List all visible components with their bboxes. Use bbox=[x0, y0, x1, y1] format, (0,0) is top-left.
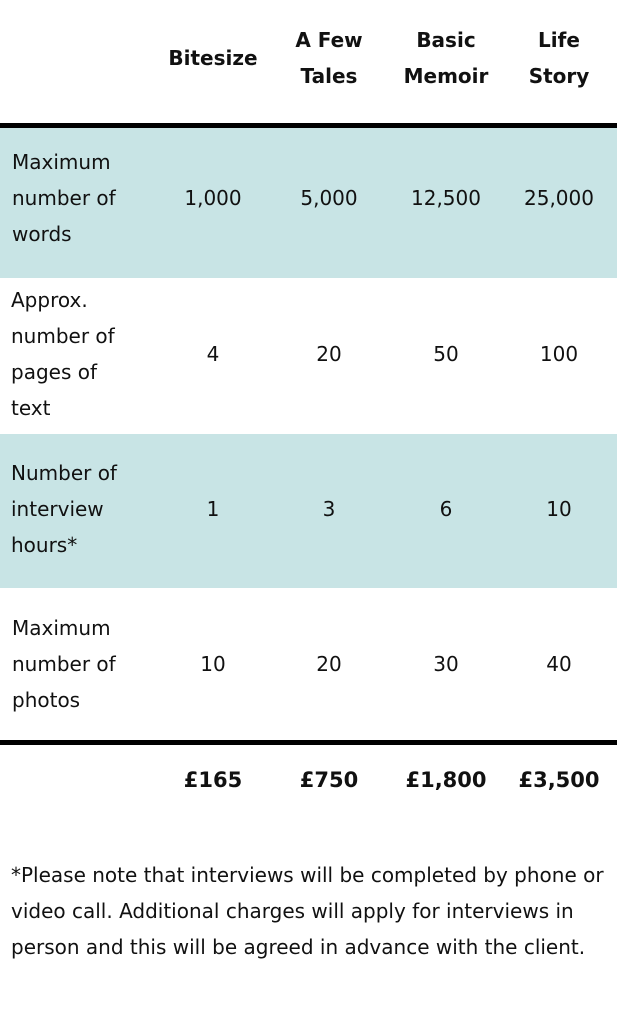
cell-max-words-bitesize: 1,000 bbox=[184, 186, 242, 210]
cell-pages-bitesize: 4 bbox=[206, 342, 220, 366]
column-header-basic-memoir: Basic Memoir bbox=[403, 28, 489, 88]
row-label-max-words: Maximum number of words bbox=[12, 150, 116, 246]
row-label-pages: Approx. number of pages of text bbox=[11, 288, 115, 420]
column-header-a-few-tales: A Few Tales bbox=[295, 28, 363, 88]
price-life-story: £3,500 bbox=[518, 768, 600, 792]
cell-pages-life-story: 100 bbox=[539, 342, 579, 366]
price-basic-memoir: £1,800 bbox=[405, 768, 487, 792]
cell-hours-life-story: 10 bbox=[546, 497, 572, 521]
cell-hours-a-few-tales: 3 bbox=[322, 497, 336, 521]
column-header-bitesize: Bitesize bbox=[168, 46, 258, 70]
cell-photos-basic-memoir: 30 bbox=[433, 652, 459, 676]
footnote-text: *Please note that interviews will be completed by phone or video call. Additional charges will apply for interviews in person and this will be agreed in advance with the client. bbox=[11, 863, 604, 959]
table-header-row bbox=[0, 0, 617, 123]
cell-photos-life-story: 40 bbox=[546, 652, 572, 676]
cell-max-words-a-few-tales: 5,000 bbox=[300, 186, 358, 210]
cell-max-words-life-story: 25,000 bbox=[524, 186, 594, 210]
cell-hours-bitesize: 1 bbox=[206, 497, 220, 521]
table-row-max-words bbox=[0, 128, 617, 278]
cell-max-words-basic-memoir: 12,500 bbox=[411, 186, 481, 210]
table-row-pages bbox=[0, 278, 617, 434]
cell-pages-a-few-tales: 20 bbox=[316, 342, 342, 366]
row-label-max-photos: Maximum number of photos bbox=[12, 616, 116, 712]
cell-photos-a-few-tales: 20 bbox=[316, 652, 342, 676]
cell-pages-basic-memoir: 50 bbox=[433, 342, 459, 366]
cell-hours-basic-memoir: 6 bbox=[439, 497, 453, 521]
price-divider-rule bbox=[0, 740, 617, 745]
price-bitesize: £165 bbox=[183, 768, 243, 792]
table-row-interview-hours bbox=[0, 434, 617, 588]
cell-photos-bitesize: 10 bbox=[200, 652, 226, 676]
row-label-interview-hours: Number of interview hours* bbox=[11, 461, 117, 557]
price-a-few-tales: £750 bbox=[299, 768, 359, 792]
table-row-max-photos bbox=[0, 588, 617, 740]
column-header-life-story: Life Story bbox=[528, 28, 590, 88]
